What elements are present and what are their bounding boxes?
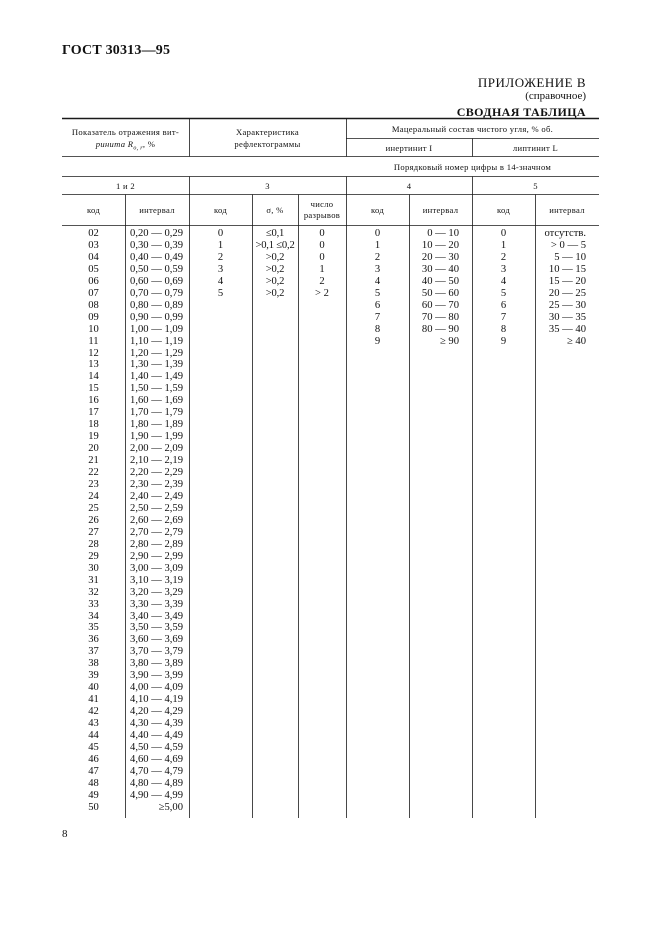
- table-cell: >0,1 ≤0,2: [255, 239, 295, 251]
- table-cell: 6: [500, 299, 507, 311]
- col-breaks: [298, 199, 346, 221]
- table-cell: 4,10 — 4,19: [130, 694, 183, 706]
- table-cell: 4,90 — 4,99: [130, 789, 183, 801]
- table-cell: 1,20 — 1,29: [130, 347, 183, 359]
- table-cell: 02: [88, 228, 99, 239]
- table-cell: 1,10 — 1,19: [130, 335, 183, 347]
- table-cell: 8: [374, 323, 381, 335]
- table-cell: 1,40 — 1,49: [130, 371, 183, 383]
- table-cell: 20 — 30: [421, 251, 459, 263]
- table-cell: 1,50 — 1,59: [130, 383, 183, 395]
- table-cell: 3,90 — 3,99: [130, 670, 183, 682]
- table-cell: 34: [88, 610, 99, 622]
- table-cell: 0,90 — 0,99: [130, 311, 183, 323]
- reflectance-subscript: o, r: [133, 145, 143, 152]
- table-cell: 21: [88, 455, 99, 467]
- table-cell: 2,80 — 2,89: [130, 538, 183, 550]
- table-cell: 30 — 40: [421, 263, 459, 275]
- group-3-header: 3: [265, 181, 270, 191]
- table-cell: 4: [374, 275, 381, 287]
- table-cell: 2,10 — 2,19: [130, 455, 183, 467]
- reflectogram-code-column: [189, 228, 252, 300]
- table-cell: 35: [88, 622, 99, 634]
- table-cell: 0 — 10: [427, 228, 459, 239]
- reflectance-header: [62, 126, 189, 155]
- table-cell: 12: [88, 347, 99, 359]
- table-cell: 3,30 — 3,39: [130, 598, 183, 610]
- col-code-5: код: [496, 205, 511, 215]
- table-cell: 25: [88, 502, 99, 514]
- table-cell: 33: [88, 598, 99, 610]
- table-cell: 37: [88, 646, 99, 658]
- table-cell: 3,10 — 3,19: [130, 574, 183, 586]
- table-cell: 26: [88, 514, 99, 526]
- table-cell: 14: [88, 371, 99, 383]
- table-cell: 31: [88, 574, 99, 586]
- table-cell: ≥5,00: [158, 801, 183, 813]
- table-cell: 35 — 40: [548, 323, 586, 335]
- table-cell: 06: [88, 275, 99, 287]
- table-cell: 10 — 20: [421, 239, 459, 251]
- col-interval-4: интервал: [422, 205, 459, 215]
- table-cell: 0: [500, 228, 507, 239]
- table-cell: 3,40 — 3,49: [130, 610, 183, 622]
- table-cell: 41: [88, 694, 99, 706]
- table-cell: 5: [500, 287, 507, 299]
- table-cell: 1: [217, 239, 224, 251]
- table-cell: 3,00 — 3,09: [130, 562, 183, 574]
- table-cell: 36: [88, 634, 99, 646]
- table-cell: 9: [374, 335, 381, 347]
- col-breaks-line1: число: [310, 199, 334, 209]
- group-4-header: 4: [406, 181, 412, 191]
- col-code-4: код: [370, 205, 385, 215]
- liptinite-code-column: [472, 228, 535, 348]
- reflectance-header-line2: [62, 138, 189, 155]
- table-cell: 40: [88, 682, 99, 694]
- table-cell: 0,20 — 0,29: [130, 228, 183, 239]
- reflectance-header-line1: Показатель отражения вит-: [71, 127, 180, 137]
- table-cell: 45: [88, 741, 99, 753]
- table-cell: 22: [88, 467, 99, 479]
- table-cell: 0,60 — 0,69: [130, 275, 183, 287]
- table-cell: 2,50 — 2,59: [130, 502, 183, 514]
- table-cell: > 2: [315, 287, 329, 299]
- table-cell: 1: [319, 263, 325, 275]
- table-cell: >0,2: [265, 251, 285, 263]
- table-cell: 16: [88, 395, 99, 407]
- maceral-header: Мацеральный состав чистого угля, % об.: [391, 124, 554, 134]
- reflectogram-header: [189, 126, 346, 150]
- group-5-header: 5: [533, 181, 538, 191]
- table-cell: 7: [374, 311, 381, 323]
- table-cell: 3,60 — 3,69: [130, 634, 183, 646]
- table-cell: 04: [88, 251, 99, 263]
- liptinite-header: липтинит L: [512, 143, 559, 153]
- table-cell: 2,40 — 2,49: [130, 490, 183, 502]
- table-cell: 4,50 — 4,59: [130, 741, 183, 753]
- table-cell: 43: [88, 718, 99, 730]
- table-cell: 09: [88, 311, 99, 323]
- table-cell: 60 — 70: [421, 299, 459, 311]
- table-cell: 4,60 — 4,69: [130, 753, 183, 765]
- inertinite-interval-column: [409, 228, 459, 348]
- table-cell: 1,30 — 1,39: [130, 359, 183, 371]
- table-cell: 4: [500, 275, 507, 287]
- table-cell: 39: [88, 670, 99, 682]
- table-cell: 47: [88, 765, 99, 777]
- table-cell: 1,00 — 1,09: [130, 323, 183, 335]
- table-cell: 24: [88, 490, 99, 502]
- reflectance-symbol: ринита R: [95, 139, 134, 149]
- table-cell: 08: [88, 299, 99, 311]
- table-cell: 48: [88, 777, 99, 789]
- reflectogram-header-line1: Характеристика: [236, 127, 299, 137]
- table-cell: 2,60 — 2,69: [130, 514, 183, 526]
- table-cell: ≥ 40: [566, 335, 586, 347]
- inertinite-header: инертинит I: [385, 143, 433, 153]
- table-cell: 0,80 — 0,89: [130, 299, 183, 311]
- col-interval-5: интервал: [549, 205, 585, 215]
- table-cell: 27: [88, 526, 99, 538]
- table-cell: 15: [88, 383, 99, 395]
- table-cell: 7: [500, 311, 507, 323]
- reflectogram-sigma-column: [252, 228, 298, 300]
- table-cell: 4,30 — 4,39: [130, 718, 183, 730]
- table-cell: 05: [88, 263, 99, 275]
- table-cell: ≤0,1: [265, 228, 285, 239]
- table-cell: >0,2: [265, 263, 285, 275]
- table-cell: 4: [217, 275, 224, 287]
- table-cell: 1: [374, 239, 381, 251]
- table-cell: 2: [217, 251, 224, 263]
- table-cell: 3,50 — 3,59: [130, 622, 183, 634]
- table-cell: >0,2: [265, 275, 285, 287]
- digit-position-header: Порядковый номер цифры в 14-значном: [393, 162, 552, 172]
- table-cell: 40 — 50: [421, 275, 459, 287]
- table-cell: 2,30 — 2,39: [130, 479, 183, 491]
- table-cell: 2,70 — 2,79: [130, 526, 183, 538]
- reflectogram-breaks-column: [298, 228, 346, 300]
- table-cell: 23: [88, 479, 99, 491]
- table-cell: 29: [88, 550, 99, 562]
- table-cell: 20: [88, 443, 99, 455]
- table-cell: 4,40 — 4,49: [130, 730, 183, 742]
- inertinite-code-column: [346, 228, 409, 348]
- table-cell: 25 — 30: [548, 299, 586, 311]
- table-title: СВОДНАЯ ТАБЛИЦА: [456, 105, 586, 119]
- table-cell: 5 — 10: [554, 251, 586, 263]
- table-cell: 1,60 — 1,69: [130, 395, 183, 407]
- table-cell: 19: [88, 431, 99, 443]
- table-cell: 50: [88, 801, 99, 813]
- table-cell: 44: [88, 730, 99, 742]
- table-cell: 3: [217, 263, 224, 275]
- table-cell: 10 — 15: [548, 263, 586, 275]
- reflectogram-header-line2: рефлектограммы: [234, 139, 301, 149]
- table-cell: 6: [374, 299, 381, 311]
- table-cell: 07: [88, 287, 99, 299]
- table-cell: 46: [88, 753, 99, 765]
- table-cell: 1,70 — 1,79: [130, 407, 183, 419]
- table-cell: 1,80 — 1,89: [130, 419, 183, 431]
- table-cell: ≥ 90: [439, 335, 459, 347]
- standard-code: ГОСТ 30313—95: [62, 43, 171, 58]
- table-cell: 0,40 — 0,49: [130, 251, 183, 263]
- table-cell: 2: [374, 251, 381, 263]
- table-cell: отсутств.: [544, 228, 586, 239]
- table-cell: 4,00 — 4,09: [130, 682, 183, 694]
- table-cell: 2,20 — 2,29: [130, 467, 183, 479]
- reflectance-unit: , %: [142, 139, 156, 149]
- table-cell: 32: [88, 586, 99, 598]
- appendix-label: ПРИЛОЖЕНИЕ В: [477, 75, 586, 90]
- table-cell: 3,80 — 3,89: [130, 658, 183, 670]
- table-cell: 8: [500, 323, 507, 335]
- table-cell: 10: [88, 323, 99, 335]
- table-cell: 38: [88, 658, 99, 670]
- col-sigma: σ, %: [266, 205, 284, 215]
- table-cell: 2,00 — 2,09: [130, 443, 183, 455]
- table-cell: 4,80 — 4,89: [130, 777, 183, 789]
- table-cell: 3,20 — 3,29: [130, 586, 183, 598]
- reflectance-code-column: [62, 228, 125, 814]
- table-cell: 0,30 — 0,39: [130, 239, 183, 251]
- table-cell: 3: [500, 263, 507, 275]
- table-cell: 49: [88, 789, 99, 801]
- table-cell: 2: [319, 275, 325, 287]
- table-cell: 0: [319, 239, 325, 251]
- table-cell: 0: [217, 228, 224, 239]
- col-interval-1: интервал: [139, 205, 175, 215]
- table-cell: 0: [319, 251, 325, 263]
- table-cell: 17: [88, 407, 99, 419]
- table-cell: >0,2: [265, 287, 285, 299]
- table-cell: > 0 — 5: [550, 239, 586, 251]
- table-cell: 0,70 — 0,79: [130, 287, 183, 299]
- table-cell: 0,50 — 0,59: [130, 263, 183, 275]
- table-cell: 80 — 90: [421, 323, 459, 335]
- table-cell: 11: [88, 335, 99, 347]
- table-cell: 15 — 20: [548, 275, 586, 287]
- table-cell: 1,90 — 1,99: [130, 431, 183, 443]
- col-code-1: код: [86, 205, 101, 215]
- table-cell: 2: [500, 251, 507, 263]
- table-cell: 2,90 — 2,99: [130, 550, 183, 562]
- col-breaks-line2: разрывов: [303, 210, 341, 220]
- table-cell: 42: [88, 706, 99, 718]
- table-cell: 30: [88, 562, 99, 574]
- page-number: 8: [62, 828, 68, 840]
- appendix-type: (справочное): [525, 90, 586, 102]
- table-cell: 70 — 80: [421, 311, 459, 323]
- table-cell: 20 — 25: [548, 287, 586, 299]
- table-cell: 0: [374, 228, 381, 239]
- table-cell: 3: [374, 263, 381, 275]
- table-cell: 18: [88, 419, 99, 431]
- table-cell: 03: [88, 239, 99, 251]
- table-cell: 5: [217, 287, 224, 299]
- liptinite-interval-column: [535, 228, 586, 348]
- table-cell: 4,20 — 4,29: [130, 706, 183, 718]
- table-cell: 5: [374, 287, 381, 299]
- table-cell: 28: [88, 538, 99, 550]
- col-code-3: код: [213, 205, 228, 215]
- table-cell: 3,70 — 3,79: [130, 646, 183, 658]
- group-1-2-header: 1 и 2: [116, 181, 135, 191]
- table-cell: 4,70 — 4,79: [130, 765, 183, 777]
- reflectance-interval-column: [125, 228, 183, 814]
- table-cell: 30 — 35: [548, 311, 586, 323]
- table-cell: 9: [500, 335, 507, 347]
- table-cell: 1: [500, 239, 507, 251]
- table-cell: 50 — 60: [421, 287, 459, 299]
- table-cell: 0: [319, 228, 325, 239]
- table-cell: 13: [88, 359, 99, 371]
